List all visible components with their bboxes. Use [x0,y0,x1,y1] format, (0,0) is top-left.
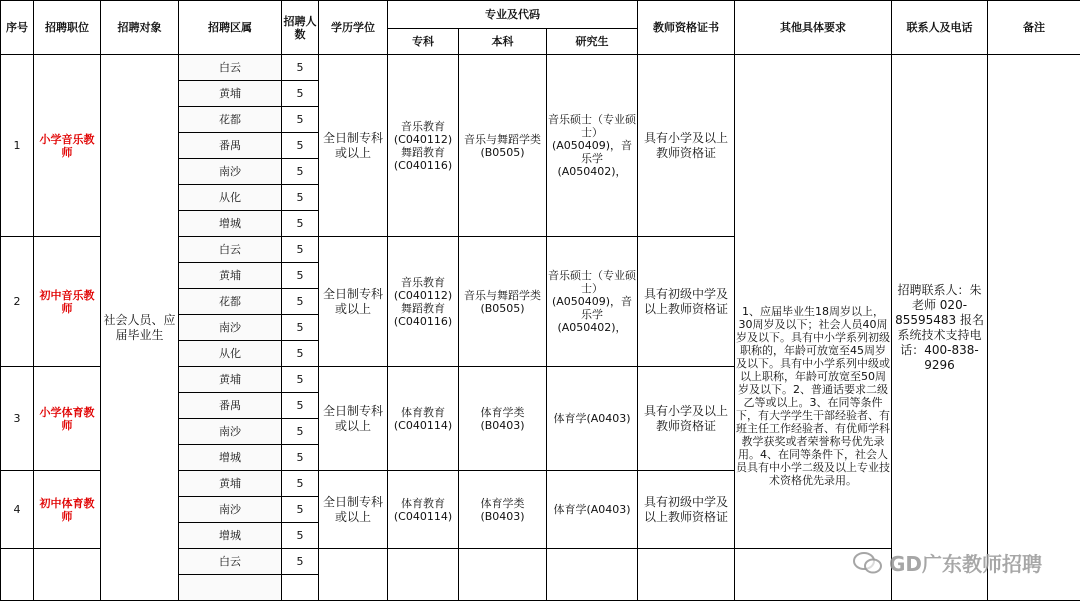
other-requirements: 1、应届毕业生18周岁以上，30周岁及以下；社会人员40周岁及以下。具有中小学系列初级职称的，年龄可放宽至45周岁及以下。具有中小学系列中级或以上职称，年龄可放宽至50周岁及以下。2、普通话要求二级乙等或以上。3、在同等条件下，有大学学生干部经验者、有班主任工作经验者、有优师学科教学获奖或者荣誉称号优先录用。4、在同等条件下，社会人员具有中小学二级及以上专业技术资格优先录用。 [735,55,892,549]
district-cell: 番禺 [179,393,282,419]
count-cell: 5 [282,445,319,471]
district-cell: 南沙 [179,159,282,185]
education-requirement: 全日制专科或以上 [319,55,388,237]
count-cell: 5 [282,211,319,237]
district-cell: 增城 [179,445,282,471]
position-title: 初中音乐教师 [34,237,101,367]
header-certificate: 教师资格证书 [638,1,735,55]
header-education: 学历学位 [319,1,388,55]
district-cell: 花都 [179,289,282,315]
district-cell: 白云 [179,237,282,263]
certificate-requirement: 具有初级中学及以上教师资格证 [638,471,735,549]
contact-info: 招聘联系人：朱老师 020-85595483 报名系统技术支持电话：400-838-9296 [892,55,988,601]
header-contact: 联系人及电话 [892,1,988,55]
header-bachelor: 本科 [459,29,547,55]
district-cell: 南沙 [179,419,282,445]
count-cell: 5 [282,367,319,393]
count-cell: 5 [282,523,319,549]
count-cell: 5 [282,159,319,185]
bachelor-major: 体育学类(B0403) [459,367,547,471]
recruit-target: 社会人员、应届毕业生 [101,55,179,601]
count-cell: 5 [282,133,319,159]
count-cell: 5 [282,341,319,367]
college-major: 音乐教育(C040112)舞蹈教育(C040116) [388,55,459,237]
district-cell: 白云 [179,55,282,81]
district-cell: 黄埔 [179,81,282,107]
certificate-requirement: 具有小学及以上教师资格证 [638,55,735,237]
header-count: 招聘人数 [282,1,319,55]
count-cell: 5 [282,471,319,497]
district-cell: 从化 [179,185,282,211]
district-cell [179,575,282,601]
header-target: 招聘对象 [101,1,179,55]
header-college: 专科 [388,29,459,55]
position-title [34,549,101,601]
graduate-major: 音乐硕士（专业硕士）(A050409)，音乐学(A050402)， [547,55,638,237]
count-cell: 5 [282,81,319,107]
college-major [388,549,459,601]
other-requirements-continued [735,549,892,601]
position-title: 小学体育教师 [34,367,101,471]
district-cell: 增城 [179,211,282,237]
district-cell: 南沙 [179,497,282,523]
header-district: 招聘区属 [179,1,282,55]
district-cell: 黄埔 [179,263,282,289]
count-cell: 5 [282,549,319,575]
district-cell: 番禺 [179,133,282,159]
education-requirement: 全日制专科或以上 [319,367,388,471]
graduate-major: 体育学(A0403) [547,471,638,549]
education-requirement: 全日制专科或以上 [319,237,388,367]
graduate-major [547,549,638,601]
education-requirement: 全日制专科或以上 [319,471,388,549]
certificate-requirement [638,549,735,601]
row-seq: 4 [1,471,34,549]
education-requirement [319,549,388,601]
count-cell: 5 [282,315,319,341]
row-seq: 2 [1,237,34,367]
header-seq: 序号 [1,1,34,55]
district-cell: 增城 [179,523,282,549]
count-cell: 5 [282,393,319,419]
district-cell: 从化 [179,341,282,367]
bachelor-major [459,549,547,601]
count-cell: 5 [282,185,319,211]
header-other-requirements: 其他具体要求 [735,1,892,55]
header-major-group: 专业及代码 [388,1,638,29]
district-cell: 黄埔 [179,367,282,393]
district-cell: 黄埔 [179,471,282,497]
watermark-text: GD广东教师招聘 [889,548,1042,577]
bachelor-major: 体育学类(B0403) [459,471,547,549]
bachelor-major: 音乐与舞蹈学类(B0505) [459,55,547,237]
header-position: 招聘职位 [34,1,101,55]
position-title: 小学音乐教师 [34,55,101,237]
header-graduate: 研究生 [547,29,638,55]
count-cell: 5 [282,289,319,315]
district-cell: 南沙 [179,315,282,341]
college-major: 音乐教育(C040112)舞蹈教育(C040116) [388,237,459,367]
graduate-major: 音乐硕士（专业硕士）(A050409)，音乐学(A050402)， [547,237,638,367]
count-cell: 5 [282,107,319,133]
certificate-requirement: 具有初级中学及以上教师资格证 [638,237,735,367]
position-title: 初中体育教师 [34,471,101,549]
college-major: 体育教育(C040114) [388,367,459,471]
certificate-requirement: 具有小学及以上教师资格证 [638,367,735,471]
bachelor-major: 音乐与舞蹈学类(B0505) [459,237,547,367]
header-remark: 备注 [988,1,1080,55]
remark-cell [988,55,1080,601]
table-row [1,55,1080,81]
count-cell: 5 [282,263,319,289]
count-cell: 5 [282,419,319,445]
row-seq [1,549,34,601]
district-cell: 白云 [179,549,282,575]
count-cell: 5 [282,55,319,81]
college-major: 体育教育(C040114) [388,471,459,549]
row-seq: 3 [1,367,34,471]
graduate-major: 体育学(A0403) [547,367,638,471]
row-seq: 1 [1,55,34,237]
count-cell: 5 [282,497,319,523]
count-cell: 5 [282,237,319,263]
district-cell: 花都 [179,107,282,133]
count-cell [282,575,319,601]
